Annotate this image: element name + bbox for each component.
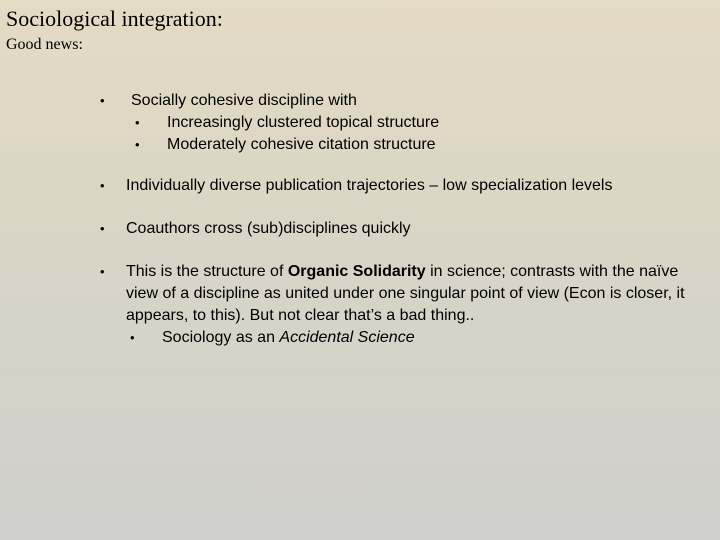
bullet-marker: • xyxy=(100,93,105,108)
sub-bullet-item xyxy=(131,112,691,134)
sub-bullet-text: Moderately cohesive citation structure xyxy=(167,136,436,153)
bullet-text: Coauthors cross (sub)disciplines quickly xyxy=(126,220,411,237)
bullet-marker: • xyxy=(100,221,105,236)
emphasis-organic-solidarity: Organic Solidarity xyxy=(287,263,426,280)
bullet-text: Socially cohesive discipline with xyxy=(131,92,357,109)
bullet-text-block xyxy=(126,261,686,349)
bullet-text-pre: This is the structure of xyxy=(126,263,288,280)
bullet-marker: • xyxy=(100,178,105,193)
slide-subtitle: Good news: xyxy=(6,36,83,53)
sub-bullet-marker: • xyxy=(130,330,135,345)
emphasis-accidental-science: Accidental Science xyxy=(279,329,415,346)
bullet-text-block xyxy=(131,90,691,156)
bullet-text: Individually diverse publication trajectories – low specialization levels xyxy=(126,177,613,194)
slide-title: Sociological integration: xyxy=(6,6,223,31)
sub-bullet-text: Increasingly clustered topical structure xyxy=(167,114,440,131)
bullet-marker: • xyxy=(100,264,105,279)
sub-bullet-item xyxy=(131,134,691,156)
bullet-text-post: in science; contrasts with the naïve view of a discipline as united under one singular point of view (Econ is closer, it appears, to this). But not clear that’s a bad thing.. xyxy=(126,263,685,324)
bullet-paragraph xyxy=(126,261,686,327)
sub-bullet-item xyxy=(126,327,686,349)
sub-bullet-text-pre: Sociology as an xyxy=(162,329,280,346)
sub-bullet-marker: • xyxy=(135,115,140,130)
sub-bullet-marker: • xyxy=(135,137,140,152)
